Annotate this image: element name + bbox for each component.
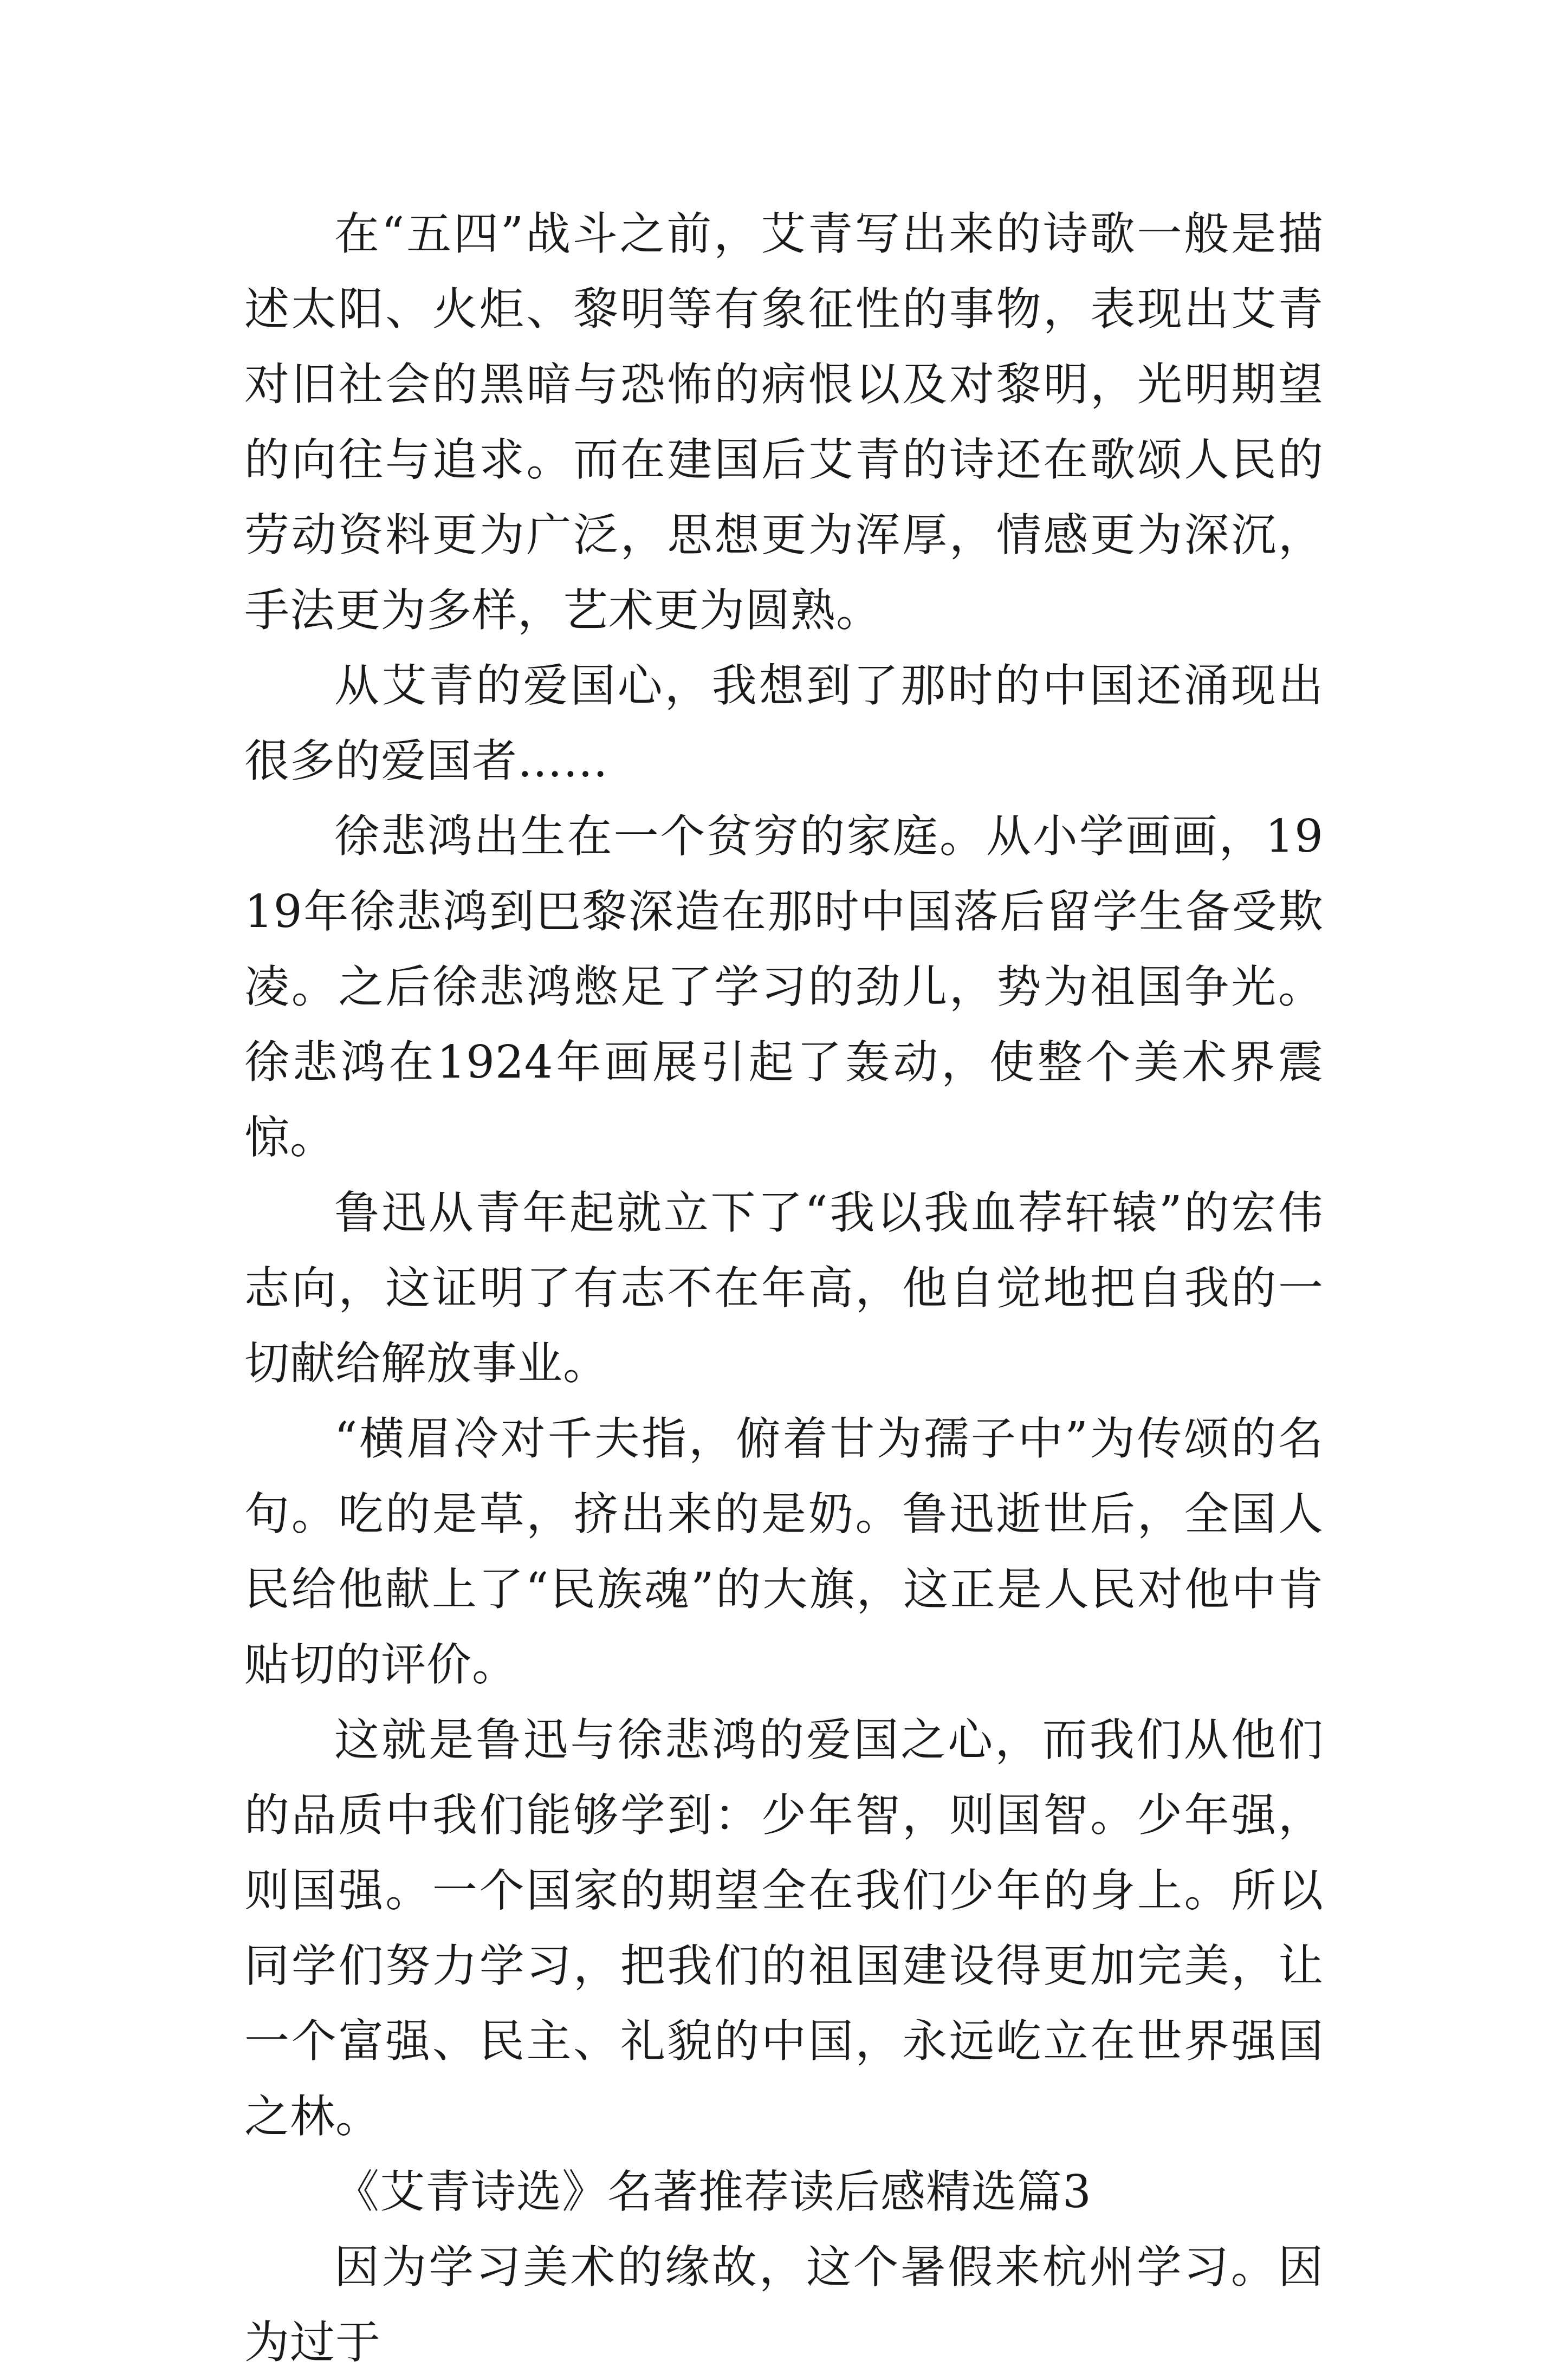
document-body bbox=[244, 196, 1324, 2380]
paragraph-lu-xun-quote: “横眉冷对千夫指，俯着甘为孺子中”为传颂的名句。吃的是草，挤出来的是奶。鲁迅逝世后，全国人民给他献上了“民族魂”的大旗，这正是人民对他中肯贴切的评价。 bbox=[244, 1412, 1324, 1691]
paragraph-patriots-intro: 从艾青的爱国心，我想到了那时的中国还涌现出很多的爱国者…… bbox=[244, 659, 1324, 787]
paragraph-aiqing-poetry: 在“五四”战斗之前，艾青写出来的诗歌一般是描述太阳、火炬、黎明等有象征性的事物，表现出艾青对旧社会的黑暗与恐怖的病恨以及对黎明，光明期望的向往与追求。而在建国后艾青的诗还在歌颂人民的劳动资料更为广泛，思想更为浑厚，情感更为深沉，手法更为多样，艺术更为圆熟。 bbox=[244, 207, 1324, 637]
paragraph-hangzhou-study: 因为学习美术的缘故，这个暑假来杭州学习。因为过于 bbox=[244, 2241, 1324, 2369]
section-heading: 《艾青诗选》名著推荐读后感精选篇3 bbox=[334, 2165, 1092, 2218]
paragraph-xu-beihong: 徐悲鸿出生在一个贫穷的家庭。从小学画画，1919年徐悲鸿到巴黎深造在那时中国落后留学生备受欺凌。之后徐悲鸿憋足了学习的劲儿，势为祖国争光。徐悲鸿在1924年画展引起了轰动，使整个美术界震惊。 bbox=[244, 810, 1324, 1164]
paragraph-conclusion: 这就是鲁迅与徐悲鸿的爱国之心，而我们从他们的品质中我们能够学到：少年智，则国智。少年强，则国强。一个国家的期望全在我们少年的身上。所以同学们努力学习，把我们的祖国建设得更加完美，让一个富强、民主、礼貌的中国，永远屹立在世界强国之林。 bbox=[244, 1714, 1324, 2143]
paragraph-lu-xun-ambition: 鲁迅从青年起就立下了“我以我血荐轩辕”的宏伟志向，这证明了有志不在年高，他自觉地把自我的一切献给解放事业。 bbox=[244, 1186, 1324, 1390]
